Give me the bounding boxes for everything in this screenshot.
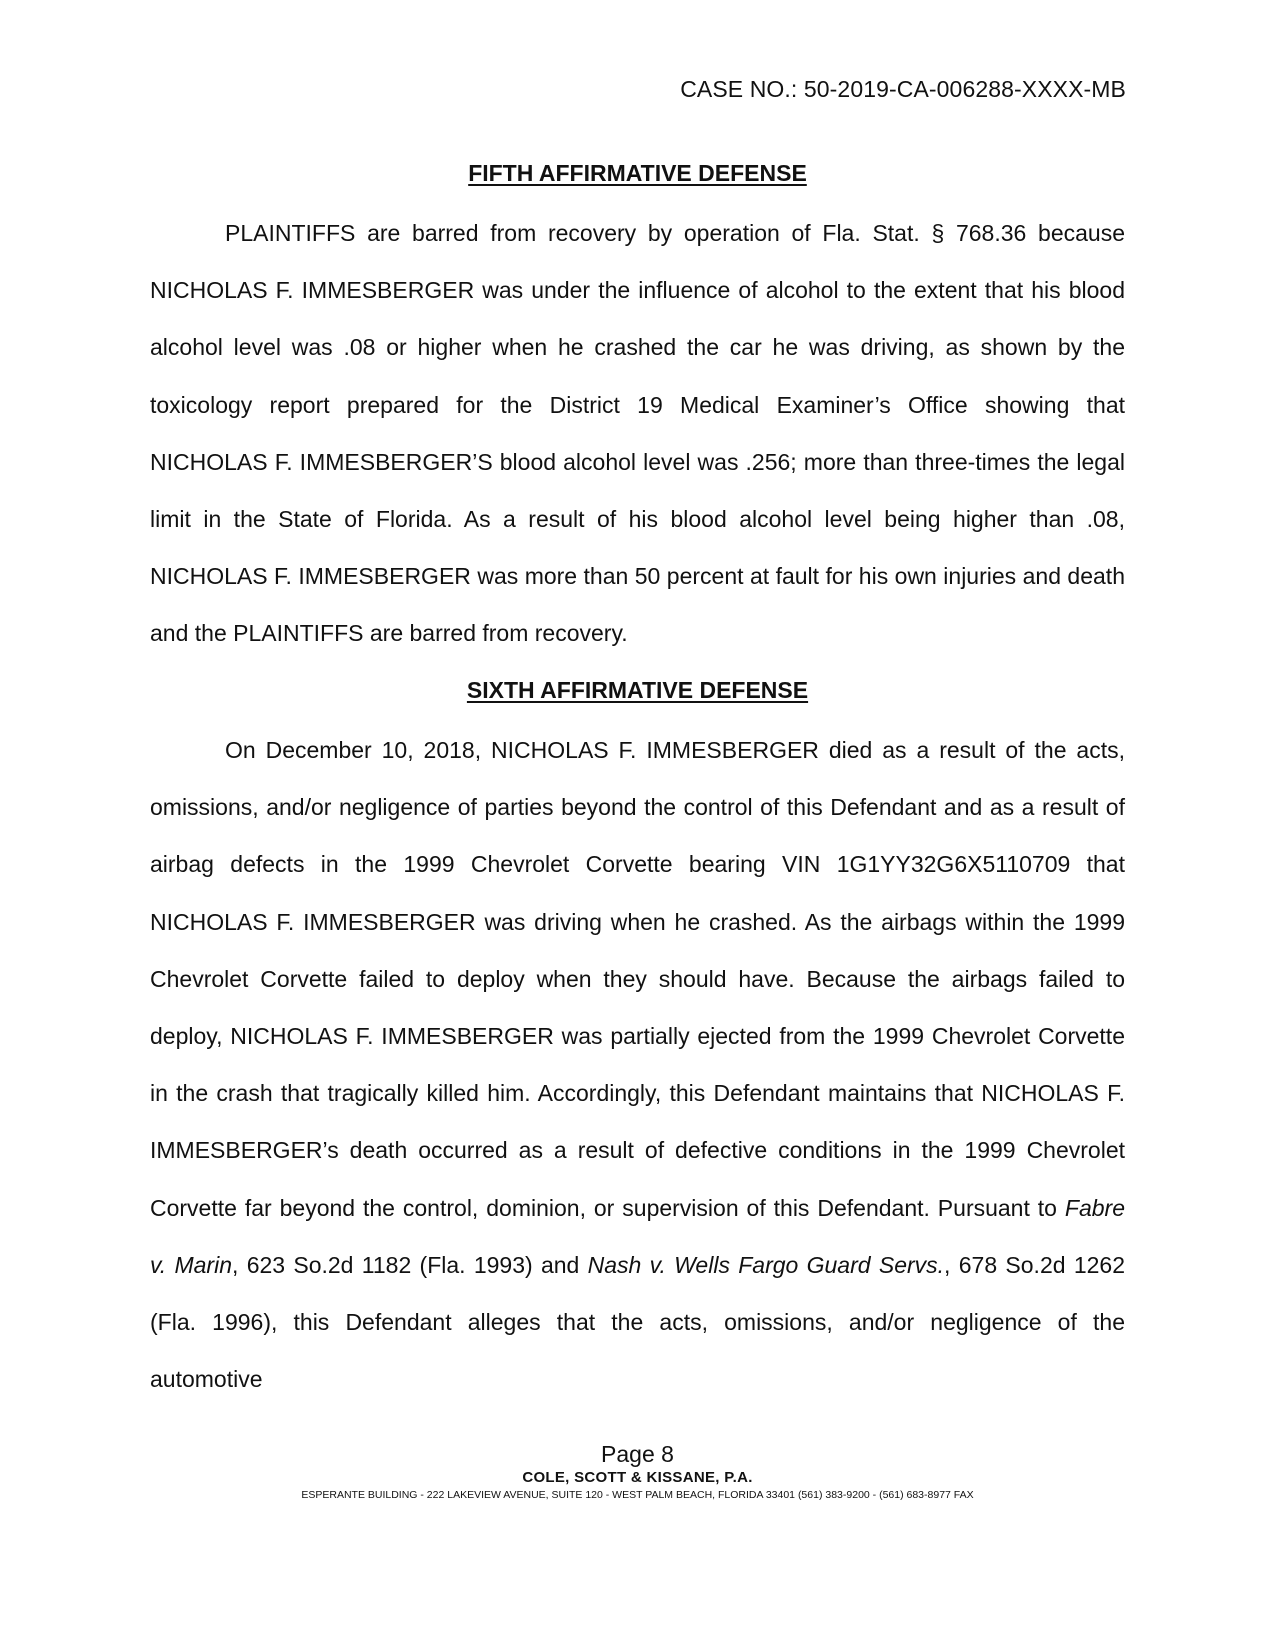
paragraph-text: , 623 So.2d 1182 (Fla. 1993) and	[232, 1251, 588, 1278]
case-citation-nash: Nash v. Wells Fargo Guard Servs.	[587, 1251, 945, 1278]
fifth-defense-paragraph: PLAINTIFFS are barred from recovery by operation of Fla. Stat. § 768.36 because NICHOLAS F. IMMESBERGER was under the influence of alcohol to the extent that his blood alcohol level was .08 or higher when he crashed the car he was driving, as shown by the toxicology report prepared for the District 19 Medical Examiner’s Office showing that NICHOLAS F. IMMESBERGER’S blood alcohol level was .256; more than three-times the legal limit in the State of Florida. As a result of his blood alcohol level being higher than .08, NICHOLAS F. IMMESBERGER was more than 50 percent at fault for his own injuries and death and the PLAINTIFFS are barred from recovery.	[150, 220, 1125, 647]
page-number: Page 8	[601, 1441, 674, 1467]
sixth-defense-paragraph	[150, 722, 1125, 1408]
paragraph-text: , 678 So.2d 1262 (Fla. 1996), this Defendant alleges that the acts, omissions, and/or negligence of the automotive	[150, 1251, 1125, 1393]
paragraph-text: On December 10, 2018, NICHOLAS F. IMMESBERGER died as a result of the acts, omissions, and/or negligence of parties beyond the control of this Defendant and as a result of airbag defects in the 1999 Chevrolet Corvette bearing VIN 1G1YY32G6X5110709 that NICHOLAS F. IMMESBERGER was driving when he crashed. As the airbags within the 1999 Chevrolet Corvette failed to deploy when they should have. Because the airbags failed to deploy, NICHOLAS F. IMMESBERGER was partially ejected from the 1999 Chevrolet Corvette in the crash that tragically killed him. Accordingly, this Defendant maintains that NICHOLAS F. IMMESBERGER’s death occurred as a result of defective conditions in the 1999 Chevrolet Corvette far beyond the control, dominion, or supervision of this Defendant. Pursuant to	[150, 737, 1125, 1221]
firm-name: COLE, SCOTT & KISSANE, P.A.	[522, 1469, 753, 1486]
case-number: CASE NO.: 50-2019-CA-006288-XXXX-MB	[680, 76, 1126, 102]
firm-address: ESPERANTE BUILDING - 222 LAKEVIEW AVENUE, SUITE 120 - WEST PALM BEACH, FLORIDA 33401 (561) 383-9200 - (561) 683-8977 FAX	[301, 1489, 974, 1501]
fifth-defense-heading: FIFTH AFFIRMATIVE DEFENSE	[468, 160, 807, 186]
sixth-defense-heading: SIXTH AFFIRMATIVE DEFENSE	[466, 677, 809, 703]
case-citation-fabre: Fabre v. Marin	[150, 1194, 1125, 1278]
